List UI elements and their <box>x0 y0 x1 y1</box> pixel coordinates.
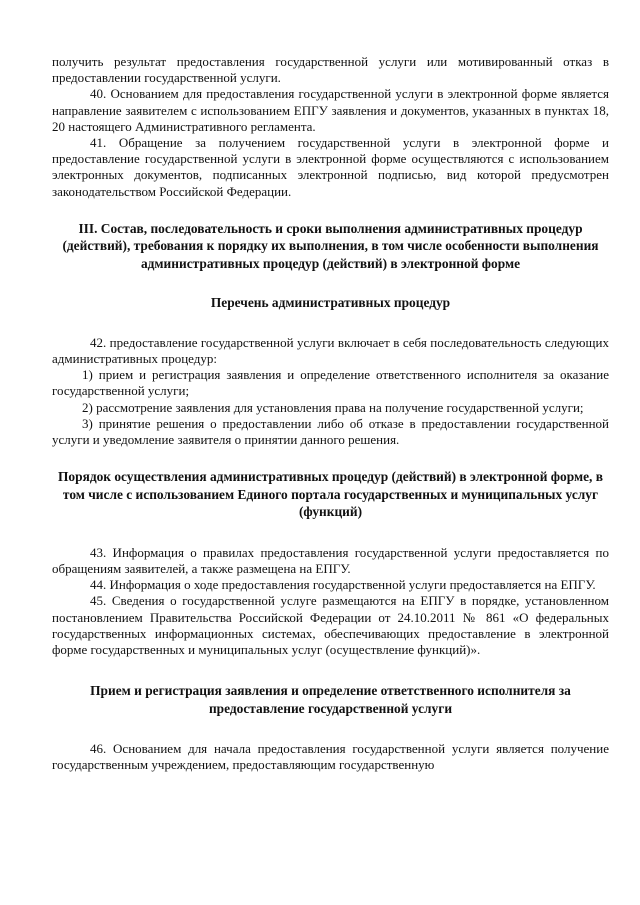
paragraph-continuation: получить результат предоставления государственной услуги или мотивированный отказ в предоставлении государственной услуги. <box>52 54 609 86</box>
list-item-2: 2) рассмотрение заявления для установления права на получение государственной услуги; <box>82 399 584 415</box>
reception-title: Прием и регистрация заявления и определение ответственного исполнителя за предоставление государственной услуги <box>90 683 571 716</box>
paragraph-44: 44. Информация о ходе предоставления государственной услуги предоставляется на ЕПГУ. <box>90 577 596 593</box>
paragraph-43: 43. Информация о правилах предоставления государственной услуги предоставляется по обращениям заявителей, а также размещена на ЕПГУ. <box>52 544 609 576</box>
document-page <box>52 54 609 774</box>
list-item-1: 1) прием и регистрация заявления и определение ответственного исполнителя за оказание государственной услуги; <box>52 367 609 399</box>
paragraph-42: 42. предоставление государственной услуги включает в себя последовательность следующих административных процедур: <box>52 334 609 367</box>
procedures-list-title: Перечень административных процедур <box>210 295 451 311</box>
section-3-title: III. Состав, последовательность и сроки выполнения административных процедур (действий), требования к порядку их выполнения, в том числе особенности выполнения административных процедур (действий) в электронной форме <box>62 220 599 271</box>
paragraph-45: 45. Сведения о государственной услуге размещаются на ЕПГУ в порядке, установленном постановлением Правительства Российской Федерации от 24.10.2011 № 861 «О федеральных государственных информационных системах, обеспечивающих предоставление в электронной форме государственных и муниципальных услуг (осуществление функций)». <box>52 593 609 657</box>
paragraph-40: 40. Основанием для предоставления государственной услуги в электронной форме является направление заявителем с использованием ЕПГУ заявления и документов, указанных в пунктах 18, 20 настоящего Административного регламента. <box>52 86 609 134</box>
paragraph-41: 41. Обращение за получением государственной услуги в электронной форме и предоставление государственной услуги в электронной форме осуществляются с использованием электронных документов, подписанных электронной подписью, вид которой предусмотрен законодательством Российской Федерации. <box>52 135 609 199</box>
procedures-order-title: Порядок осуществления административных процедур (действий) в электронной форме, в том числе с использованием Единого портала государственных и муниципальных услуг (функций) <box>58 469 603 520</box>
paragraph-46: 46. Основанием для начала предоставления государственной услуги является получение государственным учреждением, предоставляющим государственную <box>52 741 609 773</box>
list-item-3: 3) принятие решения о предоставлении либо об отказе в предоставлении государственной услуги и уведомление заявителя о принятии данного решения. <box>52 415 609 448</box>
